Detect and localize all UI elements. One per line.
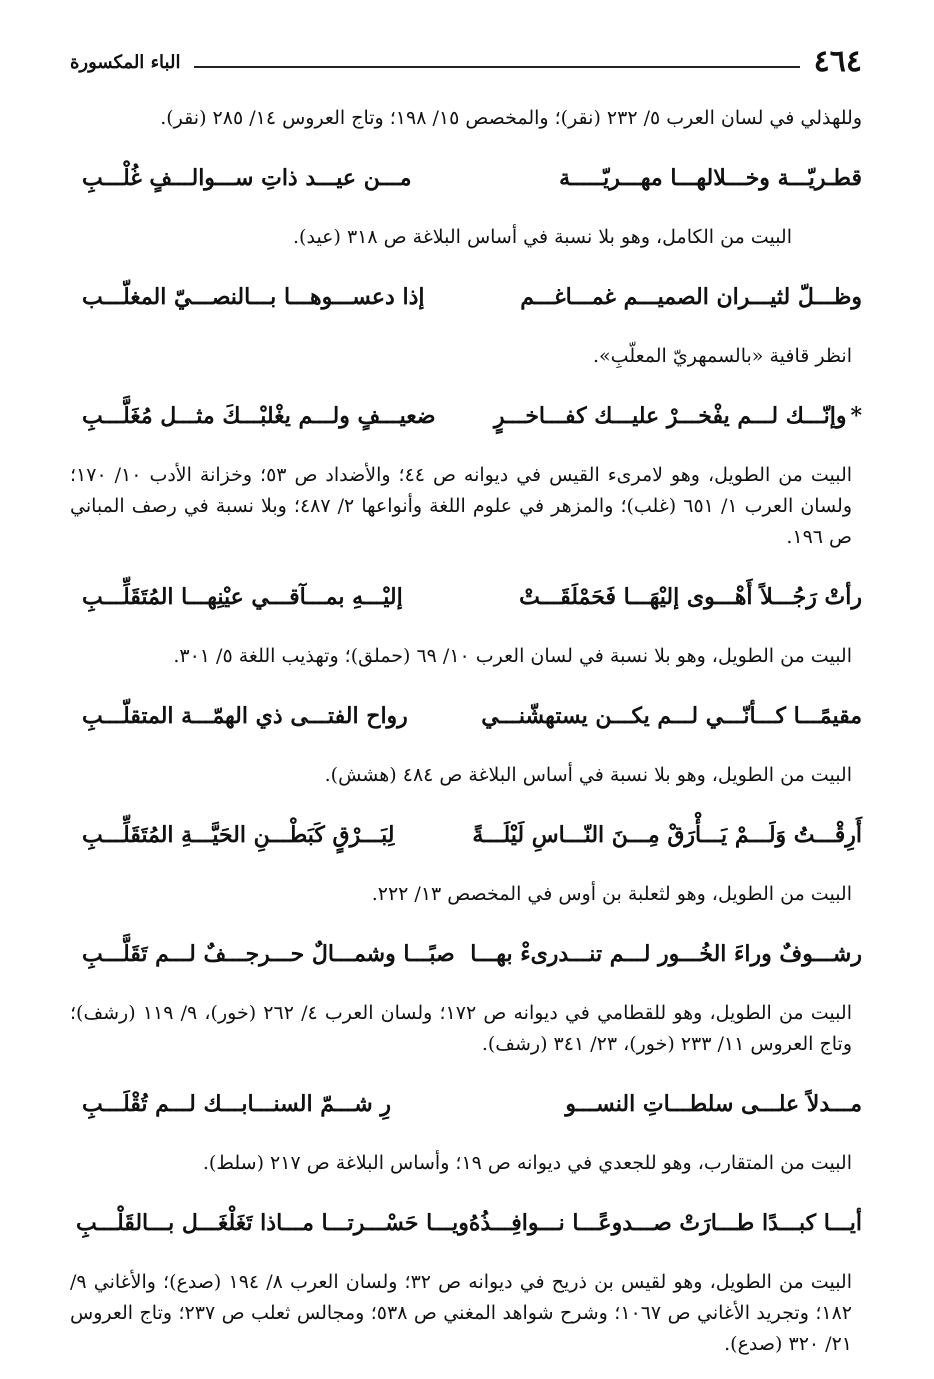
page-number: ٤٦٤: [813, 44, 862, 79]
first-hemistich: مـــدلاً علـــى سلطـــاتِ النســـو: [565, 1091, 862, 1117]
verse-line: [70, 153, 862, 203]
first-hemistich: رأتْ رَجُـــلاً أَهْـــوى إليْهَـــا فَحَمْلَقَـــتْ: [519, 584, 862, 610]
first-hemistich: قطـريّـــة وخـــلالهـــا مهـــريّـــــة: [559, 165, 862, 191]
verse-note: البيت من الكامل، وهو بلا نسبة في أساس البلاغة ص ٣١٨ (عيد).: [293, 226, 792, 248]
second-hemistich: ويـــا حَسْـــرتـــا مـــاذا تَغَلْغَـــل بـــالقَلْـــبِ: [76, 1210, 469, 1236]
second-hemistich: رواح الفتـــى ذي الهمّـــة المتقلّـــبِ: [82, 703, 408, 729]
verse-line: [70, 810, 862, 860]
star-marker: *: [850, 403, 862, 429]
verse-note: البيت من الطويل، وهو لثعلبة بن أوس في المخصص ١٣/ ٢٢٢.: [371, 883, 852, 905]
second-hemistich: صبًـــا وشمـــالٌ حـــرجـــفٌ لـــم تَقَلَّـــبِ: [82, 941, 455, 967]
verse-line: [70, 691, 862, 741]
first-hemistich: وظـــلّ لثيـــران الصميـــم غمـــاغـــم: [520, 284, 862, 310]
first-hemistich: أَرِقْـــتُ وَلَـــمْ يَـــأْرَقْ مِـــنَ النّـــاسِ لَيْلَـــةً: [472, 822, 862, 848]
second-hemistich: مـــن عيـــد ذاتِ ســـوالـــفٍ غُلْـــبِ: [82, 165, 412, 191]
verse-note: البيت من المتقارب، وهو للجعدي في ديوانه ص ١٩؛ وأساس البلاغة ص ٢١٧ (سلط).: [202, 1152, 852, 1174]
verse-entry: [70, 1079, 862, 1179]
verse-entry: [70, 272, 862, 372]
verse-entry: [70, 153, 862, 253]
book-page: [70, 40, 862, 1379]
first-hemistich: مقيمًـــا كـــأنّـــي لـــم يكـــن يستهشّنـــي: [481, 703, 862, 729]
first-hemistich-wrap: [494, 403, 862, 429]
verse-line: [70, 391, 862, 441]
verse-entry: [70, 572, 862, 672]
verse-entry: [70, 810, 862, 910]
verse-entry: [70, 391, 862, 553]
verse-note: البيت من الطويل، وهو للقطامي في ديوانه ص ١٧٢؛ ولسان العرب ٤/ ٢٦٢ (خور)، ٩/ ١١٩ (رشف)؛ وتاج العروس ١١/ ٢٣٣ (خور)، ٢٣/ ٣٤١ (رشف).: [70, 1002, 852, 1055]
verse-note: البيت من الطويل، وهو لامرىء القيس في ديوانه ص ٤٤؛ والأضداد ص ٥٣؛ وخزانة الأدب ١٠/ ١٧٠؛ ولسان العرب ١/ ٦٥١ (غلب)؛ والمزهر في علوم اللغة وأنواعها ٢/ ٤٨٧؛ وبلا نسبة في رصف المباني ص ١٩٦.: [70, 464, 853, 548]
verse-line: [70, 572, 862, 622]
second-hemistich: إليْـــهِ بمـــآقـــي عيْنِهـــا المُتَقَلِّـــبِ: [82, 584, 403, 610]
verse-note: البيت من الطويل، وهو بلا نسبة في أساس البلاغة ص ٤٨٤ (هشش).: [324, 764, 852, 786]
running-header: [70, 40, 862, 84]
verse-line: [70, 272, 862, 322]
second-hemistich: رِ شـــمّ السنـــابـــك لـــم تُقْلَـــبِ: [82, 1091, 391, 1117]
verse-entry: [70, 1198, 862, 1360]
verse-note: البيت من الطويل، وهو بلا نسبة في لسان العرب ١٠/ ٦٩ (حملق)؛ وتهذيب اللغة ٥/ ٣٠١.: [173, 645, 852, 667]
second-hemistich: لِبَـــرْقٍ كَبَطْـــنِ الحَيَّـــةِ المُتَقَلِّـــبِ: [82, 822, 395, 848]
second-hemistich: ضعيـــفٍ ولـــم يغْلبْـــكَ مثـــل مُغَلَّـــبِ: [82, 403, 436, 429]
verse-note: البيت من الطويل، وهو لقيس بن ذريح في ديوانه ص ٣٢؛ ولسان العرب ٨/ ١٩٤ (صدع)؛ والأغاني ٩/ ١٨٢؛ وتجريد الأغاني ص ١٠٦٧؛ وشرح شواهد المغني ص ٥٣٨؛ ومجالس ثعلب ص ٢٣٧؛ وتاج العروس ٢١/ ٣٢٠ (صدع).: [70, 1271, 852, 1355]
verse-line: [70, 929, 862, 979]
section-title: الباء المكسورة: [70, 51, 181, 73]
verse-note: انظر قافية «بالسمهريّ المعلّبِ».: [593, 345, 852, 367]
first-hemistich: رشـــوفٌ وراءَ الخُـــور لـــم تنـــدرىءْ بهـــا: [470, 941, 862, 967]
verse-line: [70, 1198, 862, 1248]
first-hemistich: وإنّـــك لـــم يفْخـــرْ عليـــك كفـــاخـــرٍ: [493, 403, 847, 429]
verse-entry: [70, 929, 862, 1060]
verse-entry: [70, 691, 862, 791]
first-hemistich: أيـــا كبـــدًا طـــارَتْ صـــدوعًـــا نـــوافِـــذُهُ: [468, 1210, 862, 1236]
header-rule: [194, 66, 799, 68]
second-hemistich: إذا دعســـوهـــا بـــالنصـــيّ المغلّـــب: [82, 284, 425, 310]
verse-line: [70, 1079, 862, 1129]
intro-note: وللهذلي في لسان العرب ٥/ ٢٣٢ (نقر)؛ والمخصص ١٥/ ١٩٨؛ وتاج العروس ١٤/ ٢٨٥ (نقر).: [160, 107, 862, 129]
